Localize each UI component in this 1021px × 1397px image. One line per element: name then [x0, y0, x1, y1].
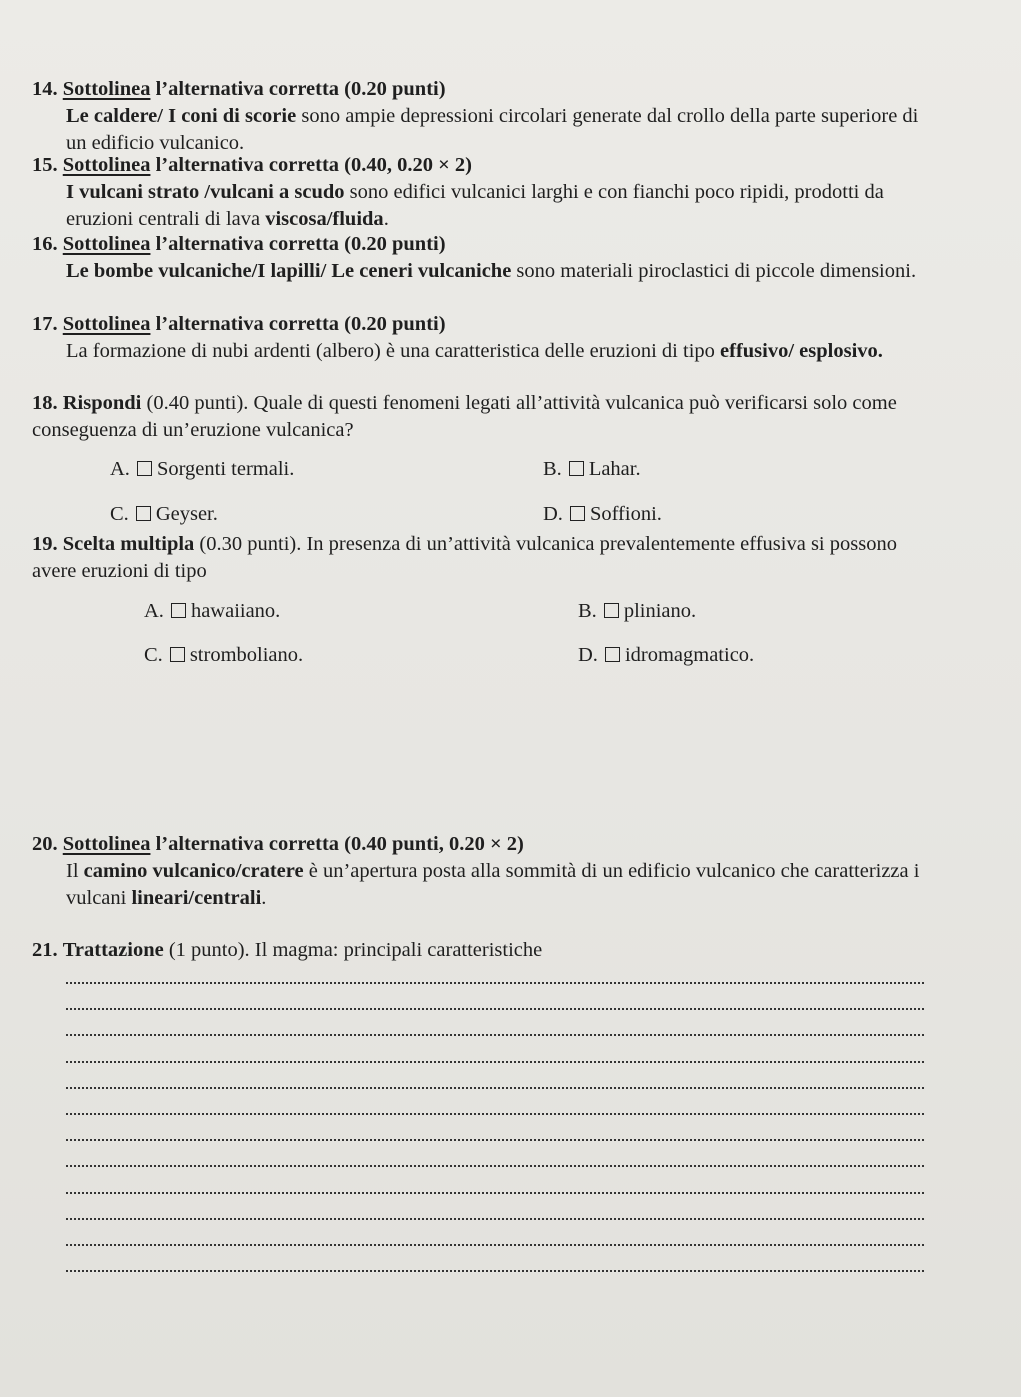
- option-text: idromagmatico.: [624, 644, 755, 666]
- question-20-heading: [32, 831, 937, 858]
- option-letter: C.: [144, 644, 163, 666]
- option-c[interactable]: [144, 642, 303, 669]
- choice-options[interactable]: Le caldere/ I coni di scorie: [66, 105, 297, 127]
- instruction-verb: Scelta multipla: [62, 533, 195, 555]
- choice-options[interactable]: lineari/centrali: [131, 887, 262, 909]
- question-number: 20.: [32, 833, 58, 855]
- answer-line[interactable]: [66, 1244, 924, 1246]
- question-text: (1 punto). Il magma: principali caratteristiche: [163, 939, 543, 961]
- checkbox-icon[interactable]: [170, 647, 185, 662]
- choice-options[interactable]: camino vulcanico/cratere: [83, 860, 304, 882]
- question-15-sentence: [66, 179, 937, 233]
- question-number: 19.: [32, 533, 58, 555]
- answer-line[interactable]: [66, 1270, 924, 1272]
- option-d[interactable]: [578, 642, 754, 669]
- choice-options[interactable]: Le bombe vulcaniche/I lapilli/ Le ceneri vulcaniche: [66, 260, 512, 282]
- instruction-text: l’alternativa corretta (0.20 punti): [150, 313, 446, 335]
- option-text: Geyser.: [155, 503, 218, 525]
- question-text: (0.30 punti). In presenza di un’attività vulcanica prevalentemente effusiva si possono avere eruzioni di tipo: [32, 533, 897, 582]
- instruction-verb: Trattazione: [62, 939, 164, 961]
- sentence-end: .: [261, 887, 267, 909]
- question-17-heading: [32, 311, 937, 338]
- question-number: 21.: [32, 939, 58, 961]
- option-b[interactable]: [578, 598, 696, 625]
- sentence-text: sono edifici vulcanici larghi e con fianchi poco ripidi, prodotti da eruzioni centrali di lava: [66, 181, 884, 230]
- instruction-verb: Sottolinea: [62, 78, 151, 100]
- answer-line[interactable]: [66, 982, 924, 984]
- answer-line[interactable]: [66, 1087, 924, 1089]
- choice-options[interactable]: I vulcani strato /vulcani a scudo: [66, 181, 345, 203]
- option-letter: A.: [144, 600, 164, 622]
- question-16-heading: [32, 231, 937, 258]
- question-number: 15.: [32, 154, 58, 176]
- instruction-text: l’alternativa corretta (0.20 punti): [150, 233, 446, 255]
- question-17: [32, 311, 937, 365]
- option-a[interactable]: [110, 456, 294, 483]
- question-21: [32, 937, 937, 964]
- sentence-text: sono ampie depressioni circolari generate dal crollo della parte superiore di un edificio vulcanico.: [66, 105, 919, 154]
- question-17-sentence: [66, 338, 937, 365]
- checkbox-icon[interactable]: [136, 506, 151, 521]
- question-15-heading: [32, 152, 937, 179]
- option-text: stromboliano.: [189, 644, 304, 666]
- sentence-end: .: [383, 208, 389, 230]
- option-b[interactable]: [543, 456, 641, 483]
- question-number: 16.: [32, 233, 58, 255]
- choice-options[interactable]: viscosa/fluida: [265, 208, 384, 230]
- checkbox-icon[interactable]: [137, 461, 152, 476]
- option-letter: B.: [578, 600, 597, 622]
- instruction-verb: Sottolinea: [62, 154, 151, 176]
- question-21-heading: [32, 937, 937, 964]
- question-number: 17.: [32, 313, 58, 335]
- option-letter: D.: [543, 503, 563, 525]
- option-text: hawaiiano.: [190, 600, 281, 622]
- checkbox-icon[interactable]: [171, 603, 186, 618]
- question-14: [32, 76, 937, 157]
- answer-line[interactable]: [66, 1008, 924, 1010]
- question-number: 18.: [32, 392, 58, 414]
- question-14-heading: [32, 76, 937, 103]
- option-text: pliniano.: [623, 600, 697, 622]
- instruction-text: l’alternativa corretta (0.40 punti, 0.20 × 2): [150, 833, 524, 855]
- option-c[interactable]: [110, 501, 218, 528]
- sentence-text: sono materiali piroclastici di piccole dimensioni.: [511, 260, 917, 282]
- instruction-verb: Rispondi: [62, 392, 142, 414]
- question-18: [32, 390, 937, 444]
- answer-line[interactable]: [66, 1192, 924, 1194]
- answer-line[interactable]: [66, 1165, 924, 1167]
- instruction-verb: Sottolinea: [62, 233, 151, 255]
- choice-options[interactable]: effusivo/ esplosivo.: [720, 340, 883, 362]
- question-18-heading: [32, 390, 937, 444]
- sentence-start: Il: [66, 860, 84, 882]
- sentence-text: è un’apertura posta alla sommità di un edificio vulcanico che caratterizza i vulcani: [66, 860, 920, 909]
- question-16: [32, 231, 937, 285]
- answer-line[interactable]: [66, 1218, 924, 1220]
- question-16-sentence: [66, 258, 937, 285]
- option-a[interactable]: [144, 598, 280, 625]
- question-19-heading: [32, 531, 937, 585]
- instruction-verb: Sottolinea: [62, 313, 151, 335]
- option-text: Sorgenti termali.: [156, 458, 295, 480]
- question-text: (0.40 punti). Quale di questi fenomeni legati all’attività vulcanica può verificarsi solo come conseguenza di un’eruzione vulcanica?: [32, 392, 897, 441]
- question-20-sentence: [66, 858, 937, 912]
- answer-line[interactable]: [66, 1061, 924, 1063]
- question-19: [32, 531, 937, 585]
- instruction-text: l’alternativa corretta (0.40, 0.20 × 2): [150, 154, 473, 176]
- question-number: 14.: [32, 78, 58, 100]
- sentence-text: La formazione di nubi ardenti (albero) è una caratteristica delle eruzioni di tipo: [66, 340, 721, 362]
- option-text: Lahar.: [588, 458, 641, 480]
- checkbox-icon[interactable]: [570, 506, 585, 521]
- option-letter: A.: [110, 458, 130, 480]
- instruction-verb: Sottolinea: [62, 833, 151, 855]
- option-letter: C.: [110, 503, 129, 525]
- checkbox-icon[interactable]: [604, 603, 619, 618]
- answer-line[interactable]: [66, 1113, 924, 1115]
- checkbox-icon[interactable]: [569, 461, 584, 476]
- instruction-text: l’alternativa corretta (0.20 punti): [150, 78, 446, 100]
- answer-line[interactable]: [66, 1034, 924, 1036]
- option-letter: D.: [578, 644, 598, 666]
- answer-line[interactable]: [66, 1139, 924, 1141]
- option-text: Soffioni.: [589, 503, 662, 525]
- option-letter: B.: [543, 458, 562, 480]
- question-15: [32, 152, 937, 233]
- question-14-sentence: [66, 103, 937, 157]
- option-d[interactable]: [543, 501, 662, 528]
- question-20: [32, 831, 937, 912]
- checkbox-icon[interactable]: [605, 647, 620, 662]
